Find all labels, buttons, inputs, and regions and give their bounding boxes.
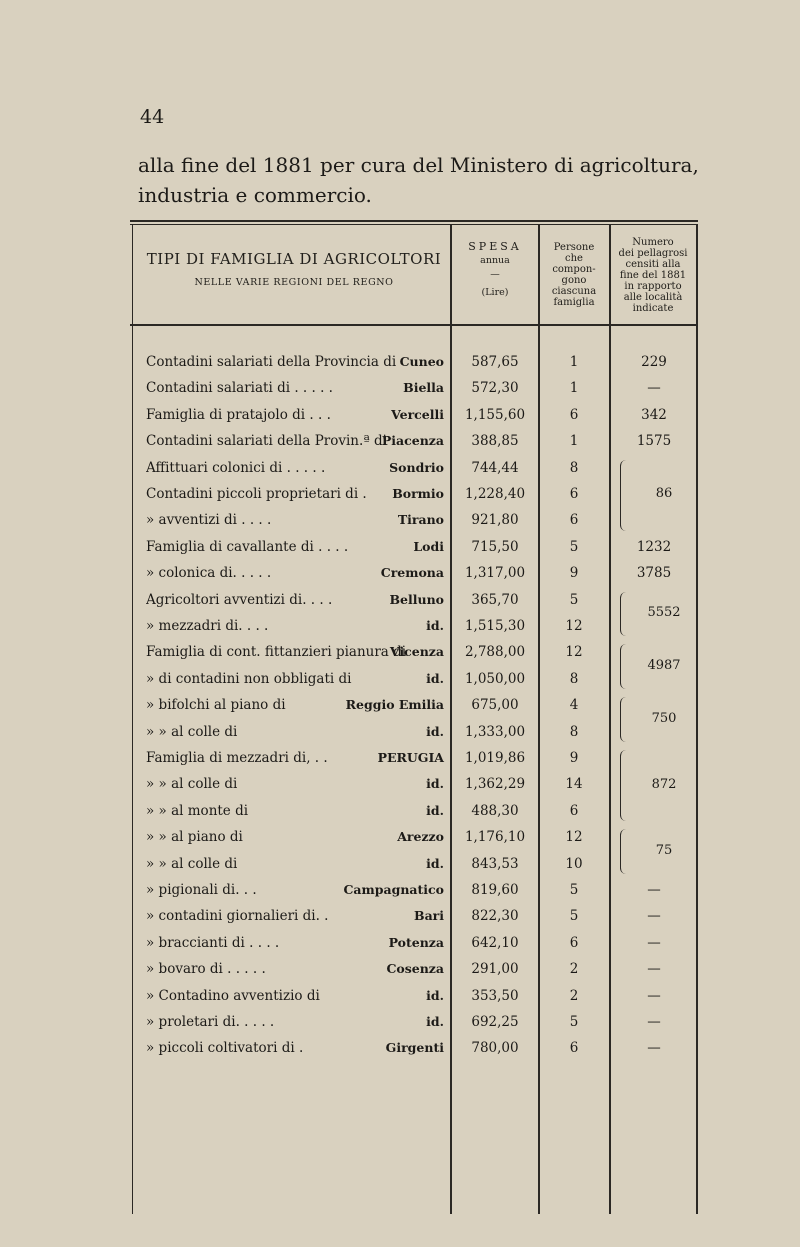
row-label-text: Contadini salariati della Provin.ª di — [146, 433, 387, 450]
row-persone: 12 — [565, 644, 583, 661]
table-row — [130, 403, 698, 429]
row-label-text: » piccoli coltivatori di . — [146, 1040, 304, 1057]
header-numero-line: fine del 1881 — [619, 270, 687, 281]
row-label-text: » bovaro di . . . . . — [146, 961, 266, 978]
row-persone: 12 — [565, 618, 583, 634]
row-label — [146, 407, 448, 423]
row-numero: — — [647, 882, 661, 898]
row-location: PERUGIA — [377, 750, 444, 765]
row-persone: 4 — [569, 697, 579, 714]
row-numero: — — [647, 1014, 661, 1030]
grouped-count — [612, 644, 696, 689]
row-label-text: Contadini piccoli proprietari di . — [146, 486, 367, 502]
row-spesa: 780,00 — [471, 1040, 519, 1057]
row-persone: 2 — [569, 987, 579, 1004]
row-spesa: 1,317,00 — [464, 565, 526, 582]
grouped-count-value: 86 — [655, 486, 673, 502]
row-location: Bormio — [392, 486, 444, 501]
row-persone: 5 — [569, 538, 579, 555]
row-label-text: » di contadini non obbligati di — [146, 670, 352, 687]
header-numero — [610, 237, 696, 314]
row-label — [146, 829, 448, 845]
grouped-count — [612, 460, 696, 531]
row-location: Sondrio — [389, 459, 444, 475]
row-spesa: 819,60 — [471, 882, 519, 898]
row-label-text: » Contadino avventizio di — [146, 987, 320, 1004]
row-label — [146, 565, 448, 581]
row-persone: 5 — [569, 908, 579, 925]
row-spesa: 365,70 — [471, 591, 519, 608]
row-location: id. — [426, 776, 444, 792]
row-persone: 5 — [569, 1014, 579, 1030]
header-numero-line: alle località — [623, 292, 683, 303]
row-label-text: » bifolchi al piano di — [146, 697, 286, 714]
header-title: TIPI DI FAMIGLIA DI AGRICOLTORI — [146, 250, 442, 268]
row-spesa: 353,50 — [471, 987, 519, 1004]
grouped-count-value: 75 — [655, 842, 673, 858]
row-label — [146, 354, 448, 370]
table-row — [130, 984, 698, 1010]
table-row — [130, 957, 698, 983]
row-label — [146, 988, 448, 1004]
header-spesa-l3: — — [490, 269, 500, 280]
row-persone: 8 — [569, 670, 579, 687]
grouped-count-value: 750 — [651, 710, 677, 726]
header-persone — [540, 242, 608, 308]
row-spesa: 1,019,86 — [464, 750, 526, 766]
row-label-text: Famiglia di cont. fittanzieri pianura di — [146, 644, 407, 661]
row-label — [146, 908, 448, 924]
table-row — [130, 376, 698, 402]
row-spesa: 744,44 — [471, 459, 519, 476]
header-spesa — [452, 240, 538, 300]
table-row — [130, 1036, 698, 1062]
row-location: id. — [426, 618, 444, 633]
row-spesa: 921,80 — [471, 512, 519, 529]
row-label — [146, 592, 448, 608]
row-label — [146, 644, 448, 660]
row-persone: 6 — [569, 802, 579, 819]
row-label — [146, 961, 448, 977]
intro-text: alla fine del 1881 per cura del Ministero di agricoltura, industria e commercio. — [138, 153, 699, 207]
row-location: Arezzo — [397, 829, 444, 845]
row-label-text: Famiglia di pratajolo di . . . — [146, 406, 331, 423]
row-label-text: Famiglia di mezzadri di, . . — [146, 750, 328, 766]
row-spesa: 1,176,10 — [464, 829, 526, 846]
header-bottom-rule — [130, 324, 698, 326]
row-label — [146, 803, 448, 819]
table-row — [130, 429, 698, 455]
row-label-text: » contadini giornalieri di. . — [146, 908, 329, 925]
row-label-text: » mezzadri di. . . . — [146, 618, 269, 634]
header-persone-line: gono — [561, 275, 587, 286]
row-label — [146, 1040, 448, 1056]
row-location: id. — [426, 987, 444, 1003]
row-label — [146, 935, 448, 951]
row-persone: 9 — [569, 565, 579, 582]
row-label-text: » pigionali di. . . — [146, 882, 257, 898]
row-spesa: 1,228,40 — [464, 486, 526, 502]
row-location: Vercelli — [391, 406, 444, 422]
table-row — [130, 350, 698, 376]
row-persone: 6 — [569, 934, 579, 951]
row-location: Bari — [414, 908, 444, 924]
header-subtitle: NELLE VARIE REGIONI DEL REGNO — [194, 277, 394, 288]
row-location: id. — [426, 670, 444, 686]
row-spesa: 291,00 — [471, 961, 519, 978]
brace-mark — [620, 592, 627, 637]
row-spesa: 692,25 — [471, 1014, 519, 1030]
row-persone: 5 — [569, 882, 579, 898]
row-numero: — — [647, 934, 661, 951]
row-location: id. — [426, 1014, 444, 1029]
row-location: Campagnatico — [343, 882, 444, 897]
row-persone: 6 — [569, 486, 579, 502]
row-numero: 3785 — [636, 565, 672, 582]
row-location: Belluno — [389, 591, 444, 607]
header-numero-line: indicate — [632, 303, 674, 314]
row-location: Cremona — [380, 565, 444, 581]
row-numero: — — [647, 961, 661, 978]
row-label-text: Agricoltori avventizi di. . . . — [146, 591, 333, 608]
row-persone: 10 — [565, 855, 583, 872]
row-label-text: » » al colle di — [146, 723, 238, 740]
row-label-text: » » al colle di — [146, 776, 238, 793]
row-label — [146, 539, 448, 555]
row-label-text: Famiglia di cavallante di . . . . — [146, 538, 349, 555]
row-label — [146, 724, 448, 740]
row-numero: 1575 — [636, 433, 672, 450]
row-label — [146, 882, 448, 898]
top-rule-inner — [130, 224, 698, 225]
row-label — [146, 460, 448, 476]
table-row — [130, 535, 698, 561]
row-label-text: » » al colle di — [146, 855, 238, 872]
row-spesa: 488,30 — [471, 802, 519, 819]
row-label — [146, 618, 448, 634]
row-persone: 2 — [569, 961, 579, 978]
table-row — [130, 1010, 698, 1036]
row-spesa: 1,333,00 — [464, 723, 526, 740]
row-spesa: 642,10 — [471, 934, 519, 951]
row-persone: 6 — [569, 406, 579, 423]
header-persone-line: ciascuna — [551, 286, 597, 297]
row-persone: 8 — [569, 459, 579, 476]
grouped-count-value: 5552 — [647, 604, 681, 620]
row-spesa: 1,050,00 — [464, 670, 526, 687]
grouped-count-value: 4987 — [647, 657, 681, 673]
row-location: id. — [426, 723, 444, 739]
row-label — [146, 380, 448, 396]
row-persone: 1 — [569, 433, 579, 450]
header-spesa-l4: (Lire) — [481, 287, 509, 298]
row-location: id. — [426, 855, 444, 871]
row-location: Tirano — [397, 512, 444, 528]
grouped-count-value: 872 — [651, 776, 677, 792]
grouped-count — [612, 750, 696, 821]
row-label-text: » » al monte di — [146, 802, 249, 819]
row-persone: 9 — [569, 750, 579, 766]
page-number: 44 — [140, 106, 165, 128]
header-persone-line: compon- — [552, 264, 596, 275]
row-label — [146, 697, 448, 713]
row-label — [146, 486, 448, 502]
row-label — [146, 671, 448, 687]
row-spesa: 715,50 — [471, 538, 519, 555]
row-label — [146, 512, 448, 528]
row-location: id. — [426, 802, 444, 818]
pellagra-table — [130, 220, 698, 1220]
row-location: Cosenza — [386, 961, 444, 977]
row-persone: 6 — [569, 1040, 579, 1057]
table-row — [130, 904, 698, 930]
grouped-count — [612, 697, 696, 742]
row-label-text: » » al piano di — [146, 829, 243, 846]
brace-mark — [620, 750, 627, 821]
row-persone: 14 — [565, 776, 583, 793]
top-rule — [130, 220, 698, 222]
row-label — [146, 856, 448, 872]
row-location: Cuneo — [399, 354, 444, 369]
row-numero: — — [647, 380, 661, 397]
row-numero: 342 — [641, 406, 667, 423]
row-label — [146, 1014, 448, 1030]
grouped-count — [612, 829, 696, 874]
brace-mark — [620, 644, 627, 689]
header-spesa-l1: SPESA — [468, 240, 522, 253]
row-label — [146, 776, 448, 792]
row-spesa: 1,515,30 — [464, 618, 526, 634]
row-label-text: » colonica di. . . . . — [146, 565, 272, 582]
row-location: Girgenti — [385, 1040, 444, 1056]
table-row — [130, 931, 698, 957]
row-label — [146, 433, 448, 449]
row-numero: — — [647, 908, 661, 925]
row-spesa: 587,65 — [471, 354, 519, 370]
row-label-text: Contadini salariati di . . . . . — [146, 380, 333, 397]
row-location: Reggio Emilia — [345, 697, 444, 713]
row-spesa: 388,85 — [471, 433, 519, 450]
row-spesa: 572,30 — [471, 380, 519, 397]
header-persone-line: Persone — [553, 242, 595, 253]
row-label-text: » braccianti di . . . . — [146, 934, 280, 951]
brace-mark — [620, 697, 627, 742]
row-numero: — — [647, 1040, 661, 1057]
grouped-count — [612, 592, 696, 637]
row-persone: 5 — [569, 591, 579, 608]
row-persone: 12 — [565, 829, 583, 846]
row-spesa: 822,30 — [471, 908, 519, 925]
brace-mark — [620, 829, 627, 874]
row-label — [146, 750, 448, 766]
header-numero-line: in rapporto — [624, 281, 682, 292]
row-label-text: Affittuari colonici di . . . . . — [146, 459, 326, 476]
brace-mark — [620, 460, 627, 531]
header-persone-line: che — [565, 253, 583, 264]
row-location: Vicenza — [389, 644, 444, 660]
row-label-text: Contadini salariati della Provincia di — [146, 354, 397, 370]
table-row — [130, 878, 698, 904]
header-spesa-l2: annua — [480, 255, 510, 266]
header-persone-line: famiglia — [553, 297, 595, 308]
row-spesa: 675,00 — [471, 697, 519, 714]
row-spesa: 843,53 — [471, 855, 519, 872]
row-persone: 8 — [569, 723, 579, 740]
row-location: Biella — [403, 380, 444, 396]
row-persone: 6 — [569, 512, 579, 529]
row-location: Piacenza — [381, 433, 444, 449]
row-spesa: 1,362,29 — [464, 776, 526, 793]
row-spesa: 1,155,60 — [464, 406, 526, 423]
table-row — [130, 561, 698, 587]
header-numero-line: censiti alla — [625, 259, 681, 270]
header-numero-line: dei pellagrosi — [618, 248, 688, 259]
row-persone: 1 — [569, 354, 579, 370]
row-numero: 229 — [641, 354, 667, 370]
row-numero: — — [647, 987, 661, 1004]
row-location: Lodi — [413, 538, 444, 554]
header-numero-line: Numero — [632, 237, 674, 248]
row-persone: 1 — [569, 380, 579, 397]
row-label-text: » avventizi di . . . . — [146, 512, 272, 529]
row-spesa: 2,788,00 — [464, 644, 526, 661]
row-location: Potenza — [388, 934, 444, 950]
row-label-text: » proletari di. . . . . — [146, 1014, 275, 1030]
row-numero: 1232 — [636, 538, 672, 555]
